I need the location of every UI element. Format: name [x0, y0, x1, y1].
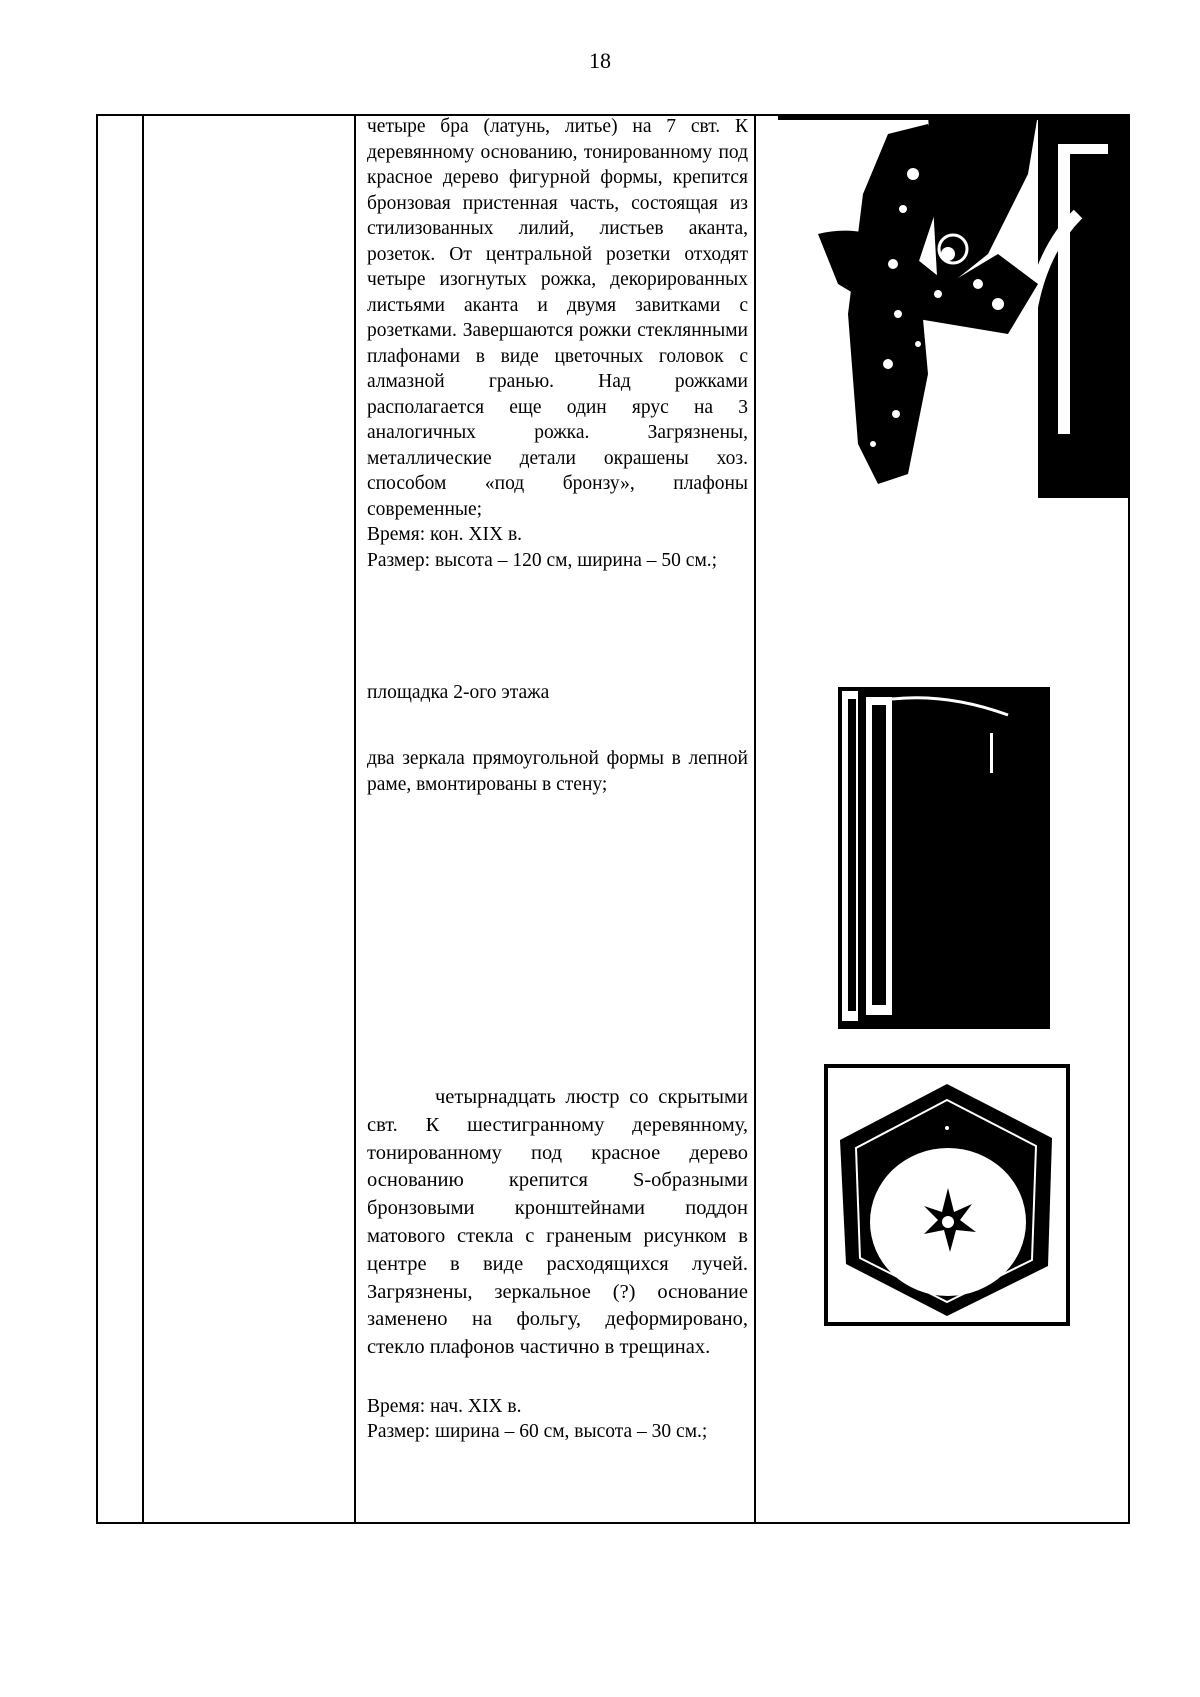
- photo-column: [760, 116, 1130, 1522]
- item-chandeliers-size: Размер: ширина – 60 см, высота – 30 см.;: [367, 1421, 708, 1442]
- item-sconces-description: четыре бра (латунь, литье) на 7 свт. К деревянному основанию, тонированному под красное дерево фигурной формы, крепится бронзовая пристенная часть, состоящая из стилизованных лилий, листьев аканта, розеток. От центральной розетки отходят четыре изогнутых рожка, декорированных листьями аканта и двумя завитками с розетками. Завершаются рожки стеклянными плафонами в виде цветочных головок с алмазной гранью. Над рожками располагается еще один ярус на 3 аналогичных рожка. Загрязнены, металлические детали окрашены хоз. способом «под бронзу», плафоны современные; Время: кон. XIX в. Размер: высота – 120 см, ширина – 50 см.;: [367, 114, 748, 573]
- column-divider: [142, 116, 144, 1522]
- item-sconces-size: Размер: высота – 120 см, ширина – 50 см.;: [367, 549, 718, 571]
- sconce-photo: [778, 114, 1128, 498]
- item-chandeliers-time: Время: нач. XIX в.: [367, 1396, 522, 1417]
- chandelier-photo: [824, 1064, 1070, 1326]
- description-column: [367, 116, 748, 1522]
- item-chandeliers-description: четырнадцать люстр со скрытыми свт. К шестигранному деревянному, тонированному под красное дерево основанию крепится S-образными бронзовыми кронштейнами поддон матового стекла с граненым рисунком в центре в виде расходящихся лучей. Загрязнены, зеркальное (?) основание заменено на фольгу, деформировано, стекло плафонов частично в трещинах.: [367, 1086, 748, 1359]
- column-divider: [354, 116, 356, 1522]
- column-divider: [754, 116, 756, 1522]
- section-location-label: площадка 2-ого этажа: [367, 682, 550, 703]
- inventory-table: [96, 114, 1130, 1524]
- item-mirrors-description: два зеркала прямоугольной формы в лепной раме, вмонтированы в стену;: [367, 748, 748, 795]
- page-number: 18: [589, 48, 611, 73]
- mirror-photo: [838, 687, 1050, 1029]
- item-sconces-time: Время: кон. XIX в.: [367, 524, 523, 545]
